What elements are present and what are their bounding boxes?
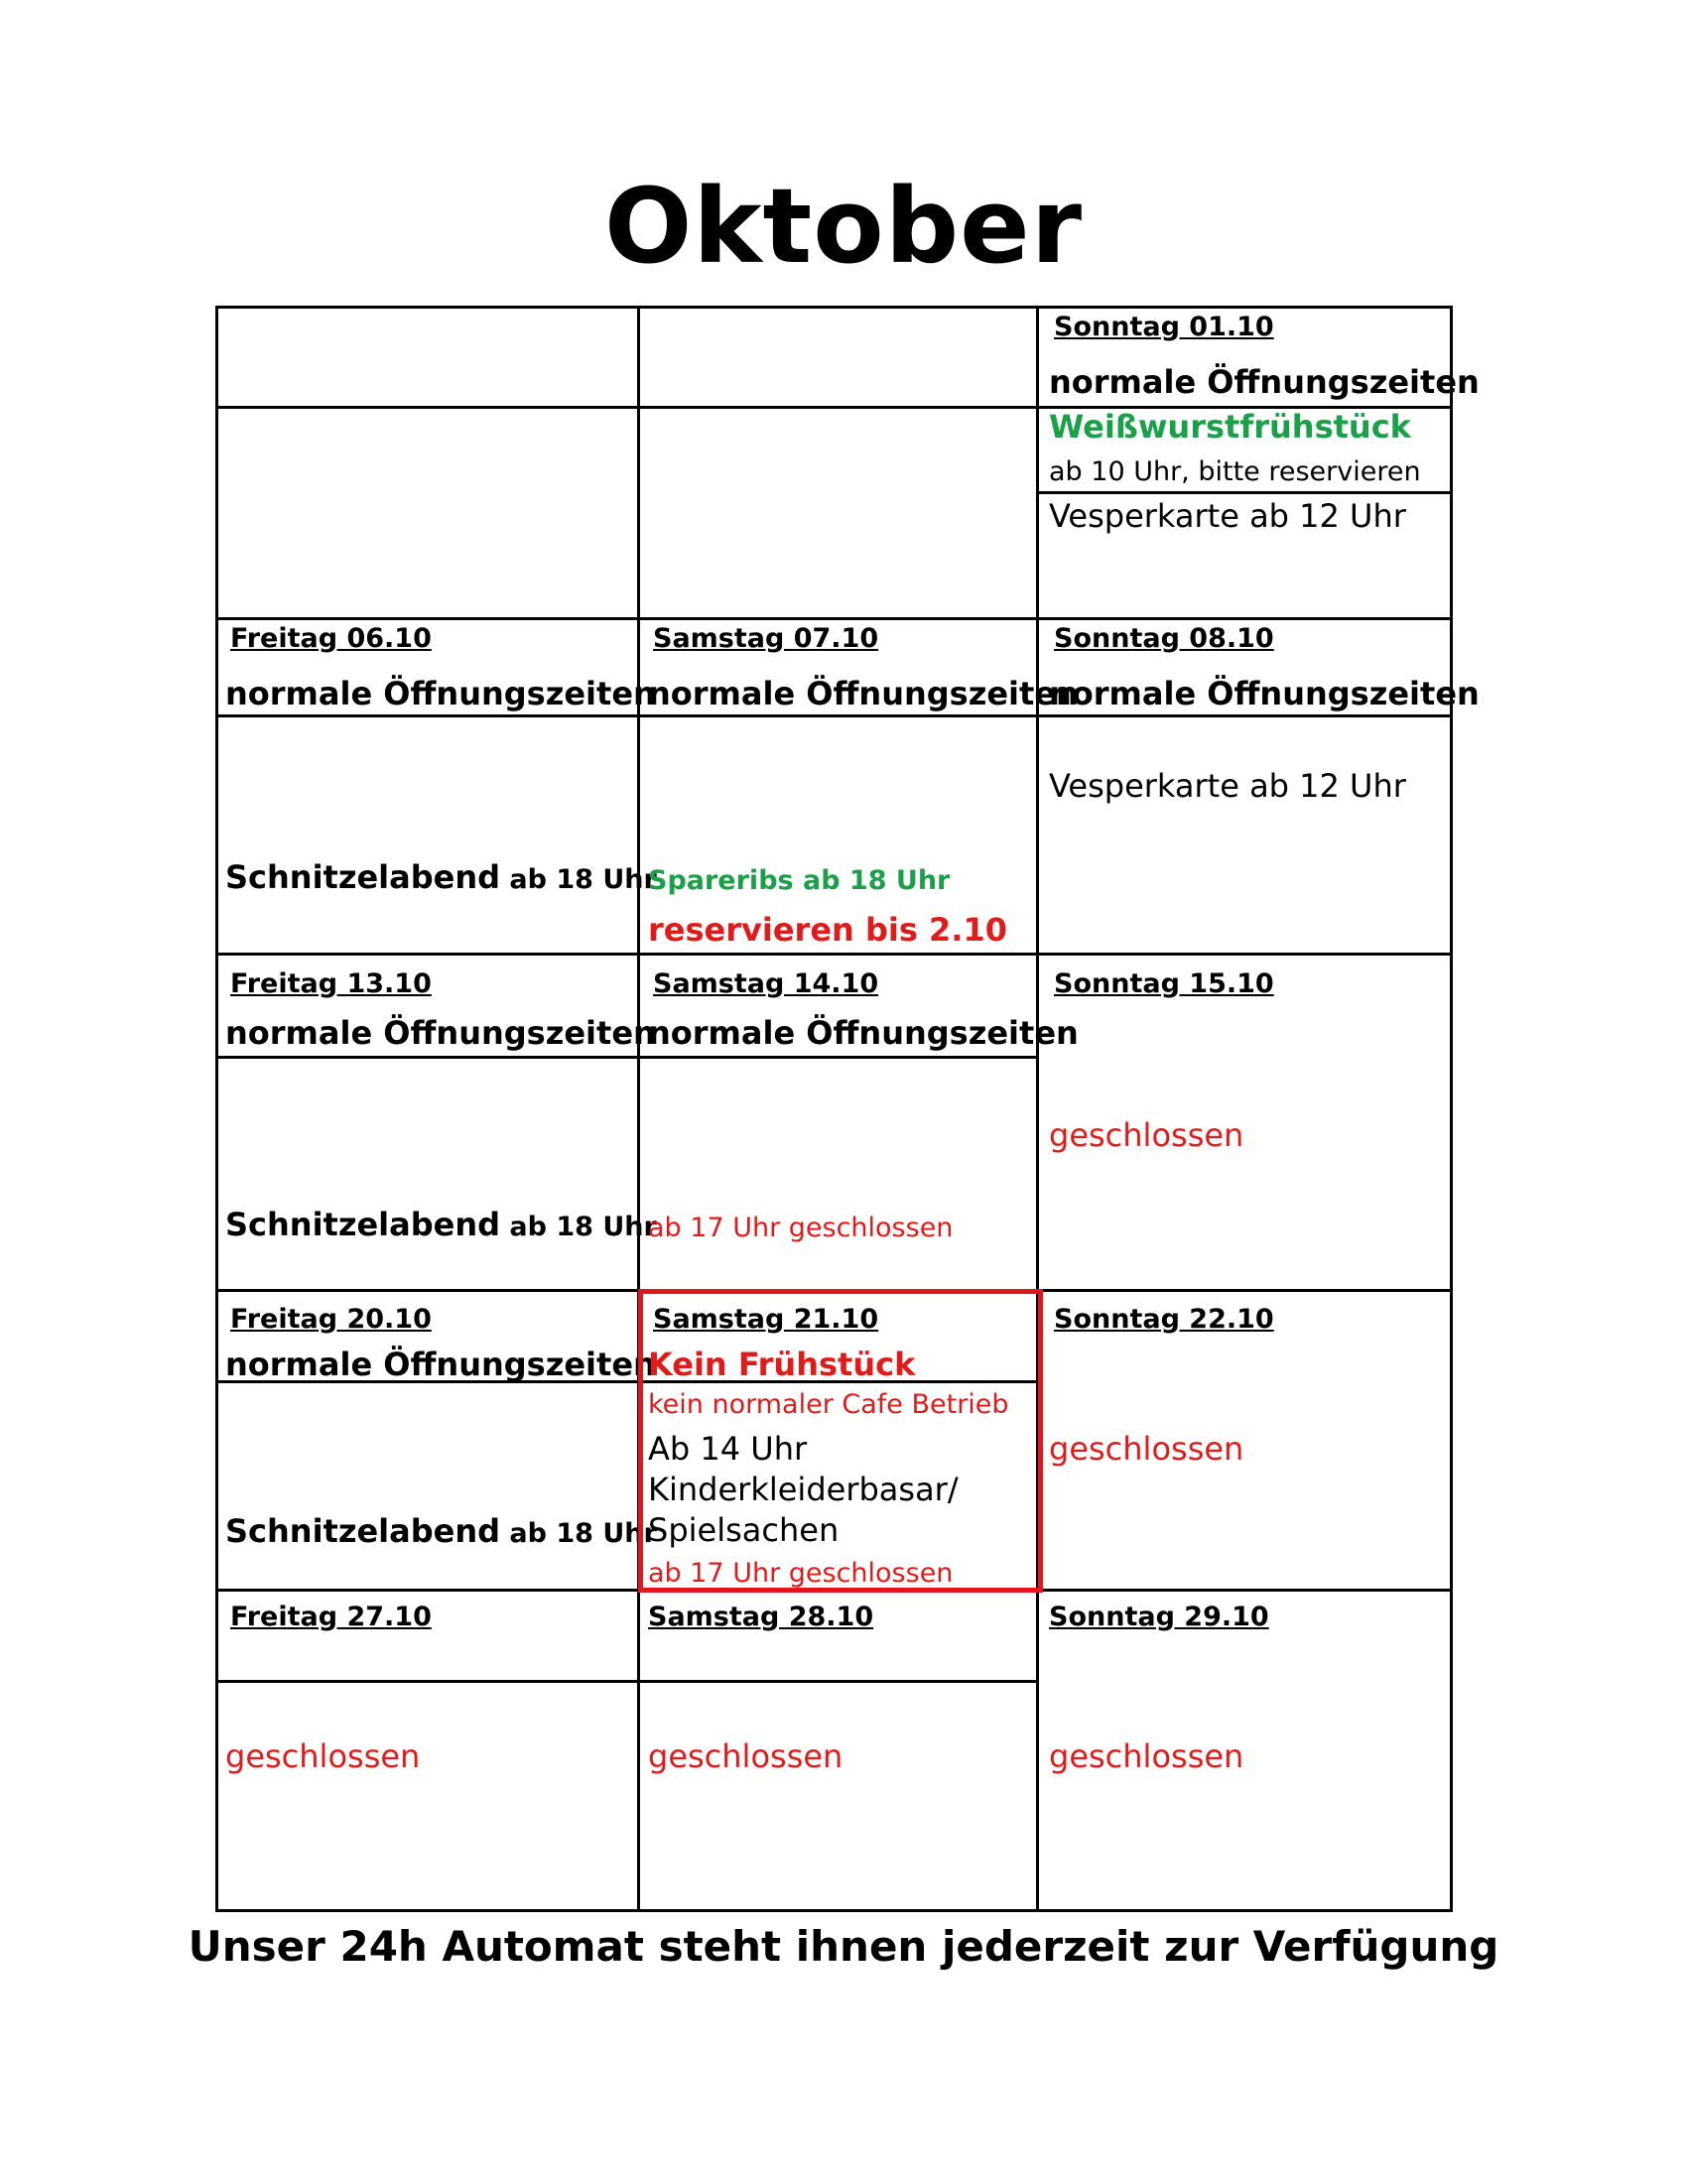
grid-line [215, 1680, 1039, 1683]
date-label-sun-2210: Sonntag 22.10 [1054, 1304, 1274, 1335]
event-note-sun-0110: ab 10 Uhr, bitte reservieren [1049, 456, 1421, 487]
calendar-grid [215, 306, 1453, 1912]
event-title-sun-0110: Weißwurstfrühstück [1049, 408, 1411, 446]
event-bold: Schnitzelabend [225, 1512, 501, 1550]
note2-sat-2110: ab 17 Uhr geschlossen [648, 1558, 954, 1589]
event-fri-0610 [225, 859, 657, 896]
line3-sat-2110: Spielsachen [648, 1511, 840, 1549]
date-label-sun-2910: Sonntag 29.10 [1049, 1602, 1269, 1632]
status-sun-2210: geschlossen [1049, 1430, 1244, 1468]
date-label-sun-0110: Sonntag 01.10 [1054, 312, 1274, 342]
grid-line [1450, 306, 1453, 1912]
status-sat-2810: geschlossen [648, 1737, 844, 1775]
hours-sun-0110: normale Öffnungszeiten [1049, 363, 1480, 401]
event-fri-2010 [225, 1513, 657, 1550]
date-label-fri-0610: Freitag 06.10 [230, 623, 432, 654]
date-label-sat-2110: Samstag 21.10 [653, 1304, 879, 1335]
note-sat-0710: reservieren bis 2.10 [648, 911, 1007, 949]
grid-line [215, 1056, 1039, 1059]
hours-sun-0810: normale Öffnungszeiten [1049, 675, 1480, 712]
event-sat-0710: Spareribs ab 18 Uhr [648, 865, 951, 896]
grid-line [215, 953, 1453, 956]
grid-line [637, 306, 640, 1912]
grid-line [215, 1909, 1453, 1912]
event-rest: ab 18 Uhr [500, 864, 657, 895]
grid-line [215, 306, 218, 1912]
date-label-fri-2010: Freitag 20.10 [230, 1304, 432, 1335]
event-fri-1310 [225, 1207, 657, 1243]
grid-line [215, 714, 1453, 717]
grid-line [1036, 491, 1453, 494]
grid-line [215, 306, 1453, 309]
date-label-sat-1410: Samstag 14.10 [653, 968, 879, 999]
hours-fri-2010: normale Öffnungszeiten [225, 1346, 656, 1383]
headline-sat-2110: Kein Frühstück [648, 1346, 916, 1383]
event-rest: ab 18 Uhr [500, 1518, 657, 1549]
hours-fri-1310: normale Öffnungszeiten [225, 1014, 656, 1052]
hours-sat-0710: normale Öffnungszeiten [648, 675, 1079, 712]
hours-fri-0610: normale Öffnungszeiten [225, 675, 656, 712]
status-sun-1510: geschlossen [1049, 1116, 1244, 1154]
hours-sat-1410: normale Öffnungszeiten [648, 1014, 1079, 1052]
date-label-sat-2810: Samstag 28.10 [648, 1602, 874, 1632]
status-sun-2910: geschlossen [1049, 1737, 1244, 1775]
page-title: Oktober [603, 166, 1083, 287]
extra-sun-0110: Vesperkarte ab 12 Uhr [1049, 497, 1406, 535]
event-bold: Schnitzelabend [225, 1206, 501, 1243]
event-bold: Schnitzelabend [225, 858, 501, 896]
date-label-sat-0710: Samstag 07.10 [653, 623, 879, 654]
status-fri-2710: geschlossen [225, 1737, 421, 1775]
note-sat-1410: ab 17 Uhr geschlossen [648, 1213, 954, 1243]
date-label-fri-2710: Freitag 27.10 [230, 1602, 432, 1632]
footer-note: Unser 24h Automat steht ihnen jederzeit zur Verfügung [188, 1922, 1499, 1971]
grid-line [1036, 306, 1039, 1912]
date-label-sun-1510: Sonntag 15.10 [1054, 968, 1274, 999]
grid-line [215, 617, 1453, 620]
date-label-sun-0810: Sonntag 08.10 [1054, 623, 1274, 654]
extra-sun-0810: Vesperkarte ab 12 Uhr [1049, 767, 1406, 805]
note1-sat-2110: kein normaler Cafe Betrieb [648, 1389, 1009, 1420]
line2-sat-2110: Kinderkleiderbasar/ [648, 1471, 959, 1508]
event-rest: ab 18 Uhr [500, 1212, 657, 1242]
date-label-fri-1310: Freitag 13.10 [230, 968, 432, 999]
line1-sat-2110: Ab 14 Uhr [648, 1430, 808, 1468]
